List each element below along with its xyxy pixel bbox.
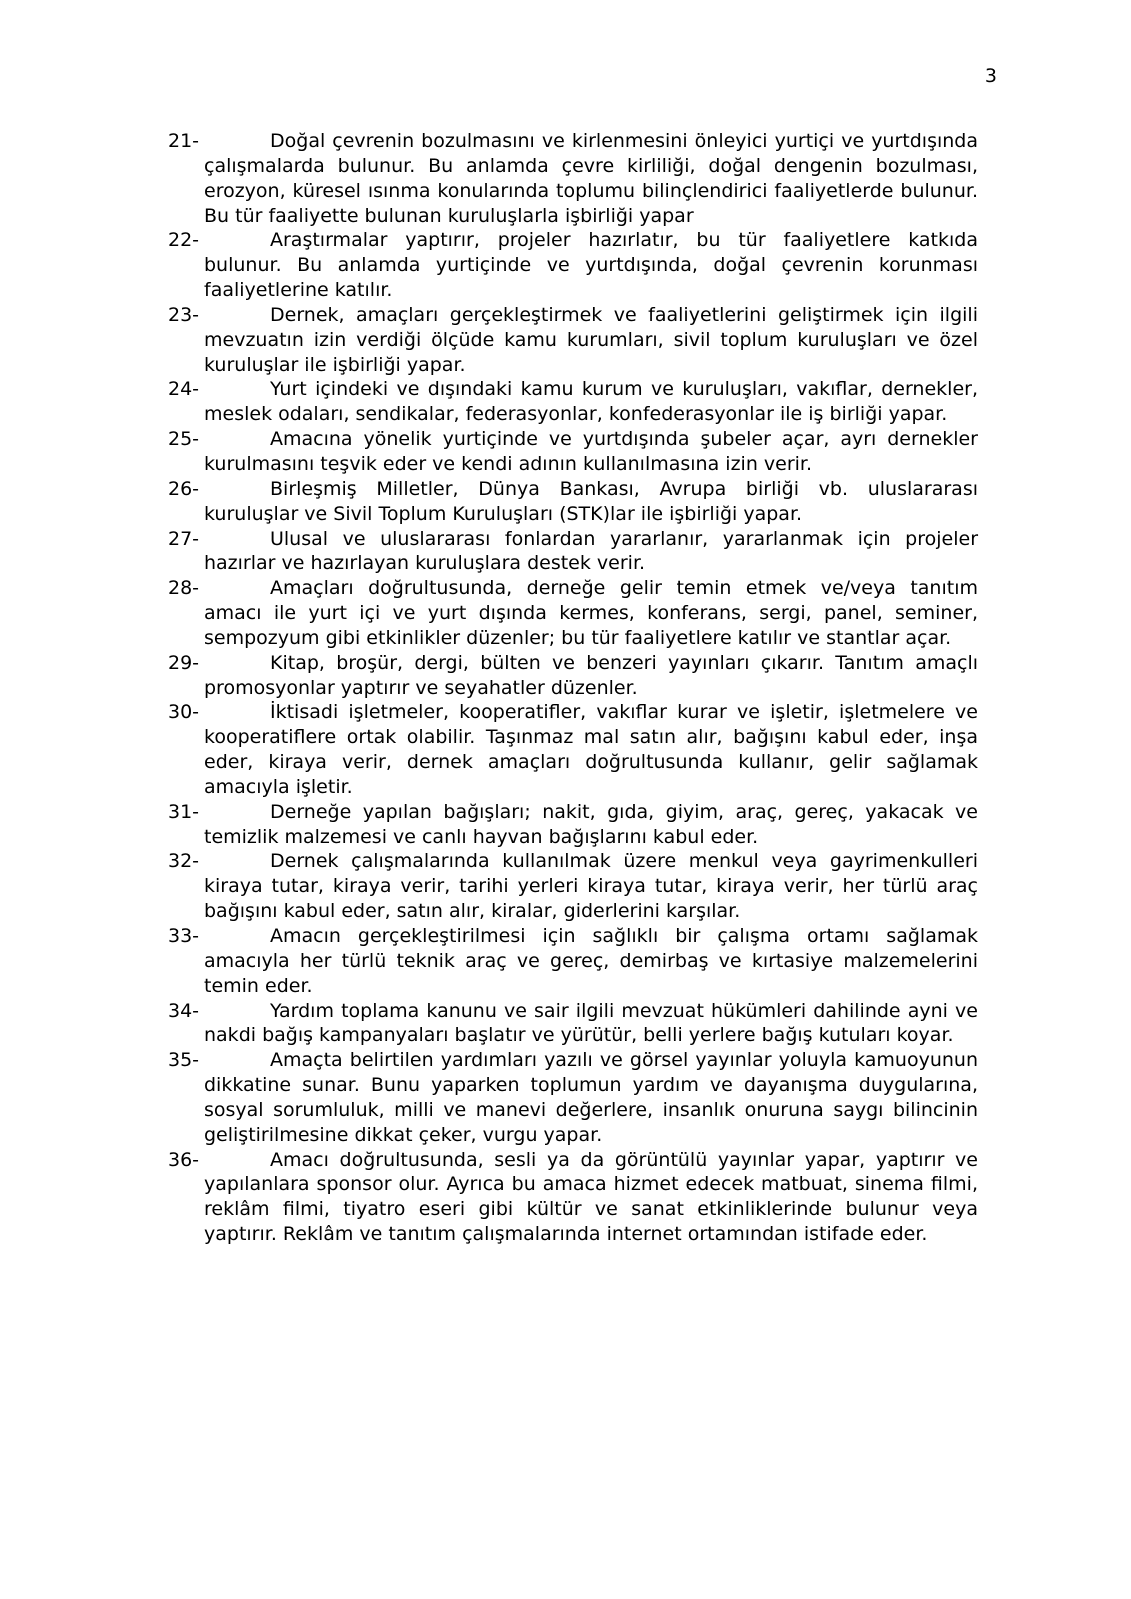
clause-number: 26- xyxy=(168,477,200,500)
bylaws-clause xyxy=(168,849,978,924)
bylaws-clause xyxy=(168,303,978,378)
clause-number: 34- xyxy=(168,999,200,1022)
clause-number: 22- xyxy=(168,229,200,252)
bylaws-clause xyxy=(168,800,978,850)
clause-number: 33- xyxy=(168,925,200,947)
clause-number: 25- xyxy=(168,428,200,451)
clause-number: 36- xyxy=(168,1148,200,1171)
bylaws-clause xyxy=(168,527,978,577)
bylaws-clause xyxy=(168,924,978,999)
bylaws-clause xyxy=(168,576,978,651)
clause-text: Ulusal ve uluslararası fonlardan yararlanır, yararlanmak için projeler hazırlar ve hazırlayan kuruluşlara destek verir. xyxy=(204,527,978,575)
clause-text: İktisadi işletmeler, kooperatifler, vakıflar kurar ve işletir, işletmelere ve kooperatiflere ortak olabilir. Taşınmaz mal satın alır, bağışını kabul eder, inşa eder, kiraya verir, dernek amaçları doğrultusunda kullanır, gelir sağlamak amacıyla işletir. xyxy=(204,701,978,798)
clause-text: Amacına yönelik yurtiçinde ve yurtdışında şubeler açar, ayrı dernekler kurulmasını teşvik eder ve kendi adının kullanılmasına izin verir. xyxy=(204,428,978,475)
clause-text: Araştırmalar yaptırır, projeler hazırlatır, bu tür faaliyetlere katkıda bulunur. Bu anlamda yurtiçinde ve yurtdışında, doğal çevrenin korunması faaliyetlerine katılır. xyxy=(204,229,978,302)
clause-number: 31- xyxy=(168,800,200,823)
bylaws-clause xyxy=(168,1048,978,1147)
clause-text: Yardım toplama kanunu ve sair ilgili mevzuat hükümleri dahilinde ayni ve nakdi bağış kampanyaları başlatır ve yürütür, belli yerlere bağış kutuları koyar. xyxy=(204,999,978,1047)
clause-text: Amacı doğrultusunda, sesli ya da görüntülü yayınlar yapar, yaptırır ve yapılanlara sponsor olur. Ayrıca bu amaca hizmet edecek matbuat, sinema filmi, reklâm filmi, tiyatro eseri gibi kültür ve sanat etkinliklerinde bulunur veya yaptırır. Reklâm ve tanıtım çalışmalarında internet ortamından istifade eder. xyxy=(204,1148,978,1246)
bylaws-clause xyxy=(168,228,978,303)
bylaws-clause xyxy=(168,377,978,427)
clause-text: Amaçları doğrultusunda, derneğe gelir temin etmek ve/veya tanıtım amacı ile yurt içi ve yurt dışında kermes, konferans, sergi, panel, seminer, sempozyum gibi etkinlikler düzenler; bu tür faaliyetlere katılır ve stantlar açar. xyxy=(204,577,978,649)
bylaws-clause xyxy=(168,651,978,701)
clause-number: 35- xyxy=(168,1049,200,1072)
clause-number: 21- xyxy=(168,130,200,152)
clause-number: 28- xyxy=(168,577,200,600)
bylaws-clause xyxy=(168,1148,978,1247)
bylaws-clause xyxy=(168,999,978,1049)
clause-text: Amacın gerçekleştirilmesi için sağlıklı bir çalışma ortamı sağlamak amacıyla her türlü teknik araç ve gereç, demirbaş ve kırtasiye malzemelerini temin eder. xyxy=(204,925,978,997)
bylaws-clause xyxy=(168,700,978,799)
clause-text: Birleşmiş Milletler, Dünya Bankası, Avrupa birliği vb. uluslararası kuruluşlar ve Sivil Toplum Kuruluşları (STK)lar ile işbirliği yapar. xyxy=(204,477,978,525)
clause-number: 29- xyxy=(168,651,200,674)
clause-text: Derneğe yapılan bağışları; nakit, gıda, giyim, araç, gereç, yakacak ve temizlik malzemesi ve canlı hayvan bağışlarını kabul eder. xyxy=(204,800,978,848)
clause-number: 32- xyxy=(168,850,200,873)
clause-number: 23- xyxy=(168,303,200,326)
clause-text: Doğal çevrenin bozulmasını ve kirlenmesini önleyici yurtiçi ve yurtdışında çalışmalarda bulunur. Bu anlamda çevre kirliliği, doğal dengenin bozulması, erozyon, küresel ısınma konularında toplumu bilinçlendirici faaliyetlerde bulunur. Bu tür faaliyette bulunan kuruluşlarla işbirliği yapar xyxy=(204,130,978,227)
clause-text: Yurt içindeki ve dışındaki kamu kurum ve kuruluşları, vakıflar, dernekler, meslek odaları, sendikalar, federasyonlar, konfederasyonlar ile iş birliği yapar. xyxy=(204,378,978,426)
clause-text: Dernek çalışmalarında kullanılmak üzere menkul veya gayrimenkulleri kiraya tutar, kiraya verir, tarihi yerleri kiraya tutar, kiraya verir, her türlü araç bağışını kabul eder, satın alır, kiralar, giderlerini karşılar. xyxy=(204,850,978,923)
bylaws-clause xyxy=(168,477,978,527)
bylaws-clause xyxy=(168,427,978,477)
clause-number: 27- xyxy=(168,527,200,550)
clause-number: 24- xyxy=(168,378,200,401)
clause-text: Dernek, amaçları gerçekleştirmek ve faaliyetlerini geliştirmek için ilgili mevzuatın izin verdiği ölçüde kamu kurumları, sivil toplum kuruluşları ve özel kuruluşlar ile işbirliği yapar. xyxy=(204,303,978,376)
clause-text: Amaçta belirtilen yardımları yazılı ve görsel yayınlar yoluyla kamuoyunun dikkatine sunar. Bunu yaparken toplumun yardım ve dayanışma duygularına, sosyal sorumluluk, milli ve manevi değerlere, insanlık onuruna saygı bilincinin geliştirilmesine dikkat çeker, vurgu yapar. xyxy=(204,1049,978,1146)
bylaws-clause xyxy=(168,129,978,228)
page-number: 3 xyxy=(984,65,997,87)
clause-number: 30- xyxy=(168,701,200,724)
clause-text: Kitap, broşür, dergi, bülten ve benzeri yayınları çıkarır. Tanıtım amaçlı promosyonlar yaptırır ve seyahatler düzenler. xyxy=(204,651,978,699)
bylaws-clause-list xyxy=(168,129,978,1247)
